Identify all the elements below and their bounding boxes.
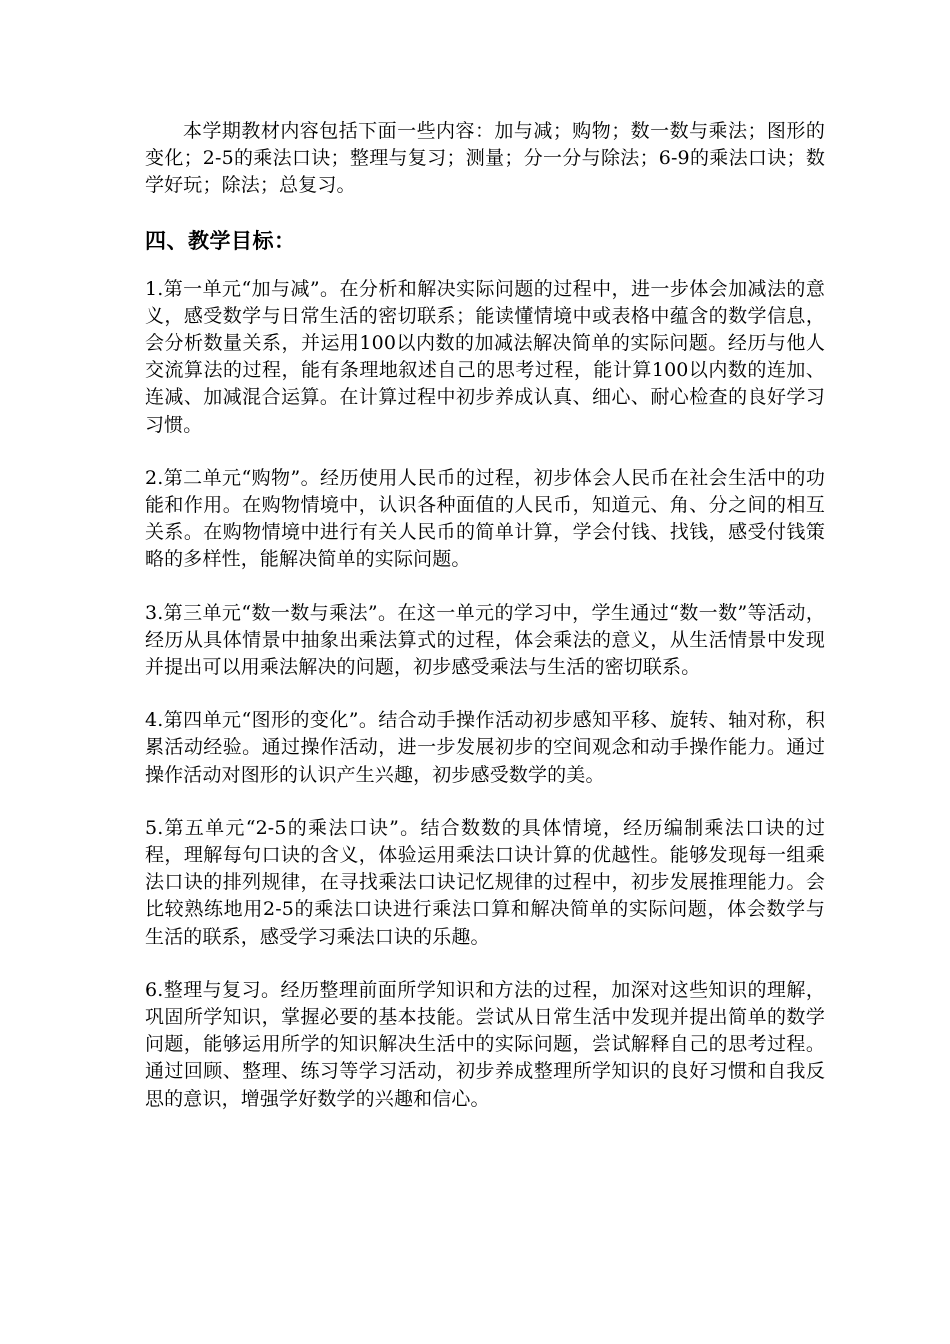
goal-paragraph-3: 3.第三单元“数一数与乘法”。在这一单元的学习中，学生通过“数一数”等活动，经历从具体情景中抽象出乘法算式的过程，体会乘法的意义，从生活情景中发现并提出可以用乘法解决的问题，初步感受乘法与生活的密切联系。 — [145, 601, 825, 679]
document-body — [145, 118, 825, 1139]
goal-paragraph-6: 6.整理与复习。经历整理前面所学知识和方法的过程，加深对这些知识的理解，巩固所学知识，掌握必要的基本技能。尝试从日常生活中发现并提出简单的数学问题，能够运用所学的知识解决生活中的实际问题，尝试解释自己的思考过程。通过回顾、整理、练习等学习活动，初步养成整理所学知识的良好习惯和自我反思的意识，增强学好数学的兴趣和信心。 — [145, 978, 825, 1110]
goal-paragraph-4: 4.第四单元“图形的变化”。结合动手操作活动初步感知平移、旋转、轴对称，积累活动经验。通过操作活动，进一步发展初步的空间观念和动手操作能力。通过操作活动对图形的认识产生兴趣，初步感受数学的美。 — [145, 709, 825, 786]
goal-paragraph-2: 2.第二单元“购物”。经历使用人民币的过程，初步体会人民币在社会生活中的功能和作用。在购物情境中，认识各种面值的人民币，知道元、角、分之间的相互关系。在购物情境中进行有关人民币的简单计算，学会付钱、找钱，感受付钱策略的多样性，能解决简单的实际问题。 — [145, 466, 825, 571]
goal-paragraph-1: 1.第一单元“加与减”。在分析和解决实际问题的过程中，进一步体会加减法的意义，感受数学与日常生活的密切联系；能读懂情境中或表格中蕴含的数学信息，会分析数量关系，并运用100以内数的加减法解决简单的实际问题。经历与他人交流算法的过程，能有条理地叙述自己的思考过程，能计算100以内数的连加、连减、加减混合运算。在计算过程中初步养成认真、细心、耐心检查的良好学习习惯。 — [145, 277, 825, 436]
section-heading: 四、教学目标： — [145, 228, 296, 253]
intro-paragraph: 本学期教材内容包括下面一些内容：加与减；购物；数一数与乘法；图形的变化；2-5的乘法口诀；整理与复习；测量；分一分与除法；6-9的乘法口诀；数学好玩；除法；总复习。 — [145, 120, 825, 197]
goal-paragraph-5: 5.第五单元“2-5的乘法口诀”。结合数数的具体情境，经历编制乘法口诀的过程，理解每句口诀的含义，体验运用乘法口诀计算的优越性。能够发现每一组乘法口诀的排列规律，在寻找乘法口诀记忆规律的过程中，初步发展推理能力。会比较熟练地用2-5的乘法口诀进行乘法口算和解决简单的实际问题，体会数学与生活的联系，感受学习乘法口诀的乐趣。 — [145, 816, 825, 948]
